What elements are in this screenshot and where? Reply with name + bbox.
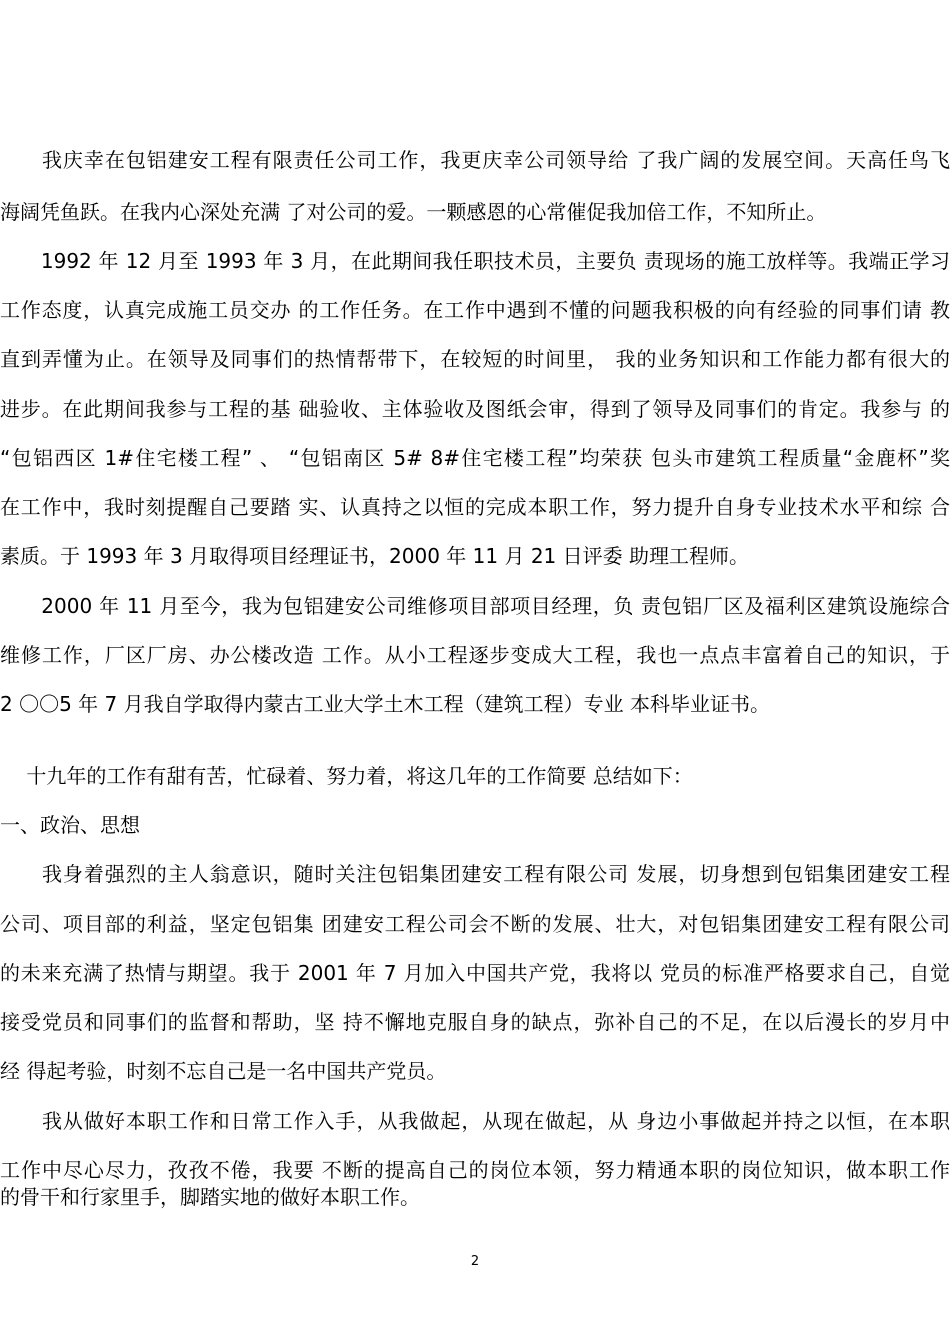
text-line: 直到弄懂为止。在领导及同事们的热情帮带下，在较短的时间里， 我的业务知识和工作能力都有很大的: [0, 347, 950, 371]
text-line: 1992 年 12 月至 1993 年 3 月，在此期间我任职技术员，主要负 责现场的施工放样等。我端正学习: [0, 249, 950, 273]
text-line: “包铝西区 1#住宅楼工程” 、 “包铝南区 5# 8#住宅楼工程”均荣获 包头市建筑工程质量“金鹿杯”奖: [0, 446, 950, 470]
text-line: 我从做好本职工作和日常工作入手，从我做起，从现在做起，从 身边小事做起并持之以恒，在本职: [0, 1109, 950, 1133]
section-heading: 一、政治、思想: [0, 813, 140, 837]
text-line: 2000 年 11 月至今，我为包铝建安公司维修项目部项目经理，负 责包铝厂区及福利区建筑设施综合: [0, 594, 950, 618]
page-number: 2: [470, 1254, 480, 1269]
text-line: 维修工作，厂区厂房、办公楼改造 工作。从小工程逐步变成大工程，我也一点点丰富着自己的知识，于: [0, 643, 950, 667]
text-line: 十九年的工作有甜有苦，忙碌着、努力着，将这几年的工作简要 总结如下：: [0, 764, 693, 788]
text-line: 我身着强烈的主人翁意识，随时关注包铝集团建安工程有限公司 发展，切身想到包铝集团建安工程: [0, 862, 950, 886]
text-line: 在工作中，我时刻提醒自己要踏 实、认真持之以恒的完成本职工作，努力提升自身专业技术水平和综 合: [0, 495, 950, 519]
text-line: 的未来充满了热情与期望。我于 2001 年 7 月加入中国共产党，我将以 党员的标准严格要求自己，自觉: [0, 961, 950, 985]
text-line: 2 〇〇5 年 7 月我自学取得内蒙古工业大学土木工程（建筑工程）专业 本科毕业证书。: [0, 692, 770, 716]
text-line: 公司、项目部的利益，坚定包铝集 团建安工程公司会不断的发展、壮大，对包铝集团建安工程有限公司: [0, 912, 950, 936]
text-line: 工作中尽心尽力，孜孜不倦，我要 不断的提高自己的岗位本领，努力精通本职的岗位知识，做本职工作: [0, 1158, 950, 1182]
text-line: 进步。在此期间我参与工程的基 础验收、主体验收及图纸会审，得到了领导及同事们的肯定。我参与 的: [0, 397, 950, 421]
text-line: 我庆幸在包铝建安工程有限责任公司工作，我更庆幸公司领导给 了我广阔的发展空间。天高任鸟飞: [0, 148, 950, 172]
text-line: 接受党员和同事们的监督和帮助，坚 持不懈地克服自身的缺点，弥补自己的不足，在以后漫长的岁月中: [0, 1010, 950, 1034]
text-line: 海阔凭鱼跃。在我内心深处充满 了对公司的爱。一颗感恩的心常催促我加倍工作，不知所止。: [0, 200, 827, 224]
text-line: 的骨干和行家里手，脚踏实地的做好本职工作。: [0, 1185, 420, 1209]
text-line: 工作态度，认真完成施工员交办 的工作任务。在工作中遇到不懂的问题我积极的向有经验的同事们请 教: [0, 298, 950, 322]
text-line: 素质。于 1993 年 3 月取得项目经理证书，2000 年 11 月 21 日评委 助理工程师。: [0, 544, 749, 568]
text-line: 经 得起考验，时刻不忘自己是一名中国共产党员。: [0, 1059, 447, 1083]
